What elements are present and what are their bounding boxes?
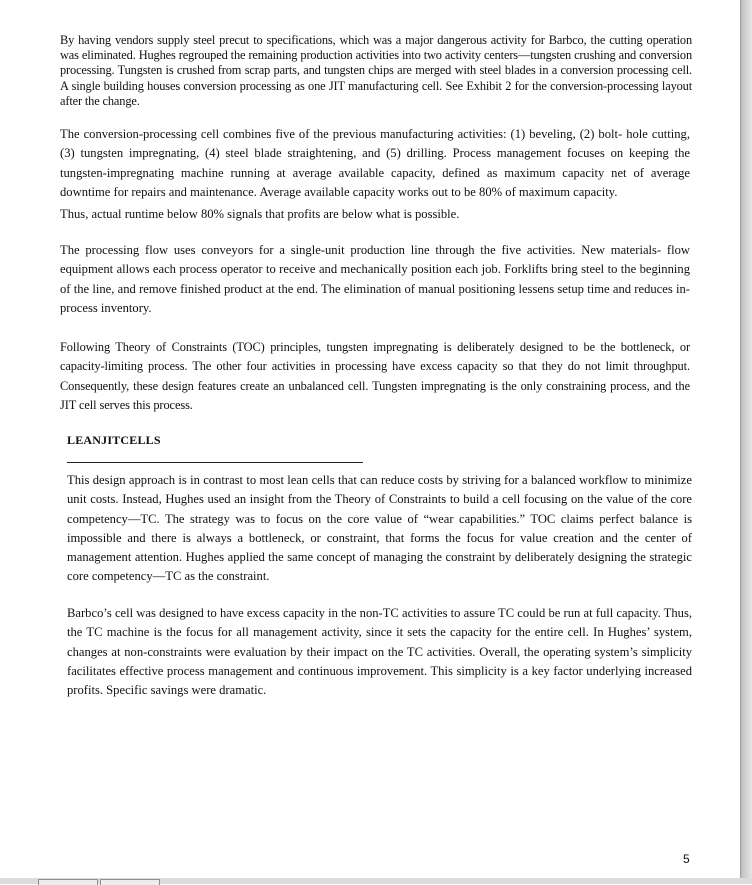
page-edge-shadow — [740, 0, 752, 884]
page-number: 5 — [683, 852, 690, 866]
paragraph-runtime-note: Thus, actual runtime below 80% signals that profits are below what is possible. — [60, 207, 460, 221]
bottom-tab-2[interactable] — [100, 879, 160, 885]
bottom-tab-1[interactable] — [38, 879, 98, 885]
paragraph-processing-flow: The processing flow uses conveyors for a single-unit production line through the five activities. New materials- flow equipment allows each process operator to receive and mechanically position each job. Forklifts bring steel to the beginning of the line, and remove finished product at the end. The elimination of manual positioning lessens setup time and reduces in-process inventory. — [60, 243, 690, 315]
section-heading: LEANJITCELLS — [67, 433, 161, 447]
paragraph-toc: Following Theory of Constraints (TOC) principles, tungsten impregnating is deliberately designed to be the bottleneck, or capacity-limiting process. The other four activities in processing have excess capacity so that they do not limit throughput. Consequently, these design features create an unbalanced cell. Tungsten impregnating is the only constraining process, and the JIT cell serves this process. — [60, 340, 690, 412]
heading-underline — [67, 462, 363, 463]
paragraph-conversion-cell: The conversion-processing cell combines five of the previous manufacturing activities: (1) beveling, (2) bolt- hole cutting, (3) tungsten impregnating, (4) steel blade straightening, and (5) drilling. Process management focuses on keeping the tungsten-impregnating machine running at average available capacity, defined as maximum capacity net of average downtime for repairs and maintenance. Average available capacity works out to be 80% of maximum capacity. — [60, 127, 690, 199]
paragraph-vendors: By having vendors supply steel precut to specifications, which was a major dangerous activity for Barbco, the cutting operation was eliminated. Hughes regrouped the remaining production activities into two activity centers—tungsten crushing and conversion processing. Tungsten is crushed from scrap parts, and tungsten chips are merged with steel blades in a conversion processing cell. A single building houses conversion processing as one JIT manufacturing cell. See Exhibit 2 for the conversion-processing layout after the change. — [60, 33, 692, 108]
paragraph-design-approach: This design approach is in contrast to most lean cells that can reduce costs by striving for a balanced workflow to minimize unit costs. Instead, Hughes used an insight from the Theory of Constraints to build a cell focusing on the value of the core competency—TC. The strategy was to focus on the core value of “wear capabilities.” TOC claims perfect balance is impossible and there is always a bottleneck, or constraint, that forms the focus for value creation and the center of management attention. Hughes applied the same concept of managing the constraint by deliberately designing the strategic core competency—TC as the constraint. — [67, 473, 692, 584]
paragraph-barbco-cell: Barbco’s cell was designed to have excess capacity in the non-TC activities to assure TC could be run at full capacity. Thus, the TC machine is the focus for all management activity, since it sets the capacity for the entire cell. In Hughes’ system, changes at non-constraints were evaluation by their impact on the TC activities. Overall, the operating system’s simplicity facilitates effective process management and continuous improvement. This simplicity is a key factor underlying increased profits. Specific savings were dramatic. — [67, 606, 692, 698]
